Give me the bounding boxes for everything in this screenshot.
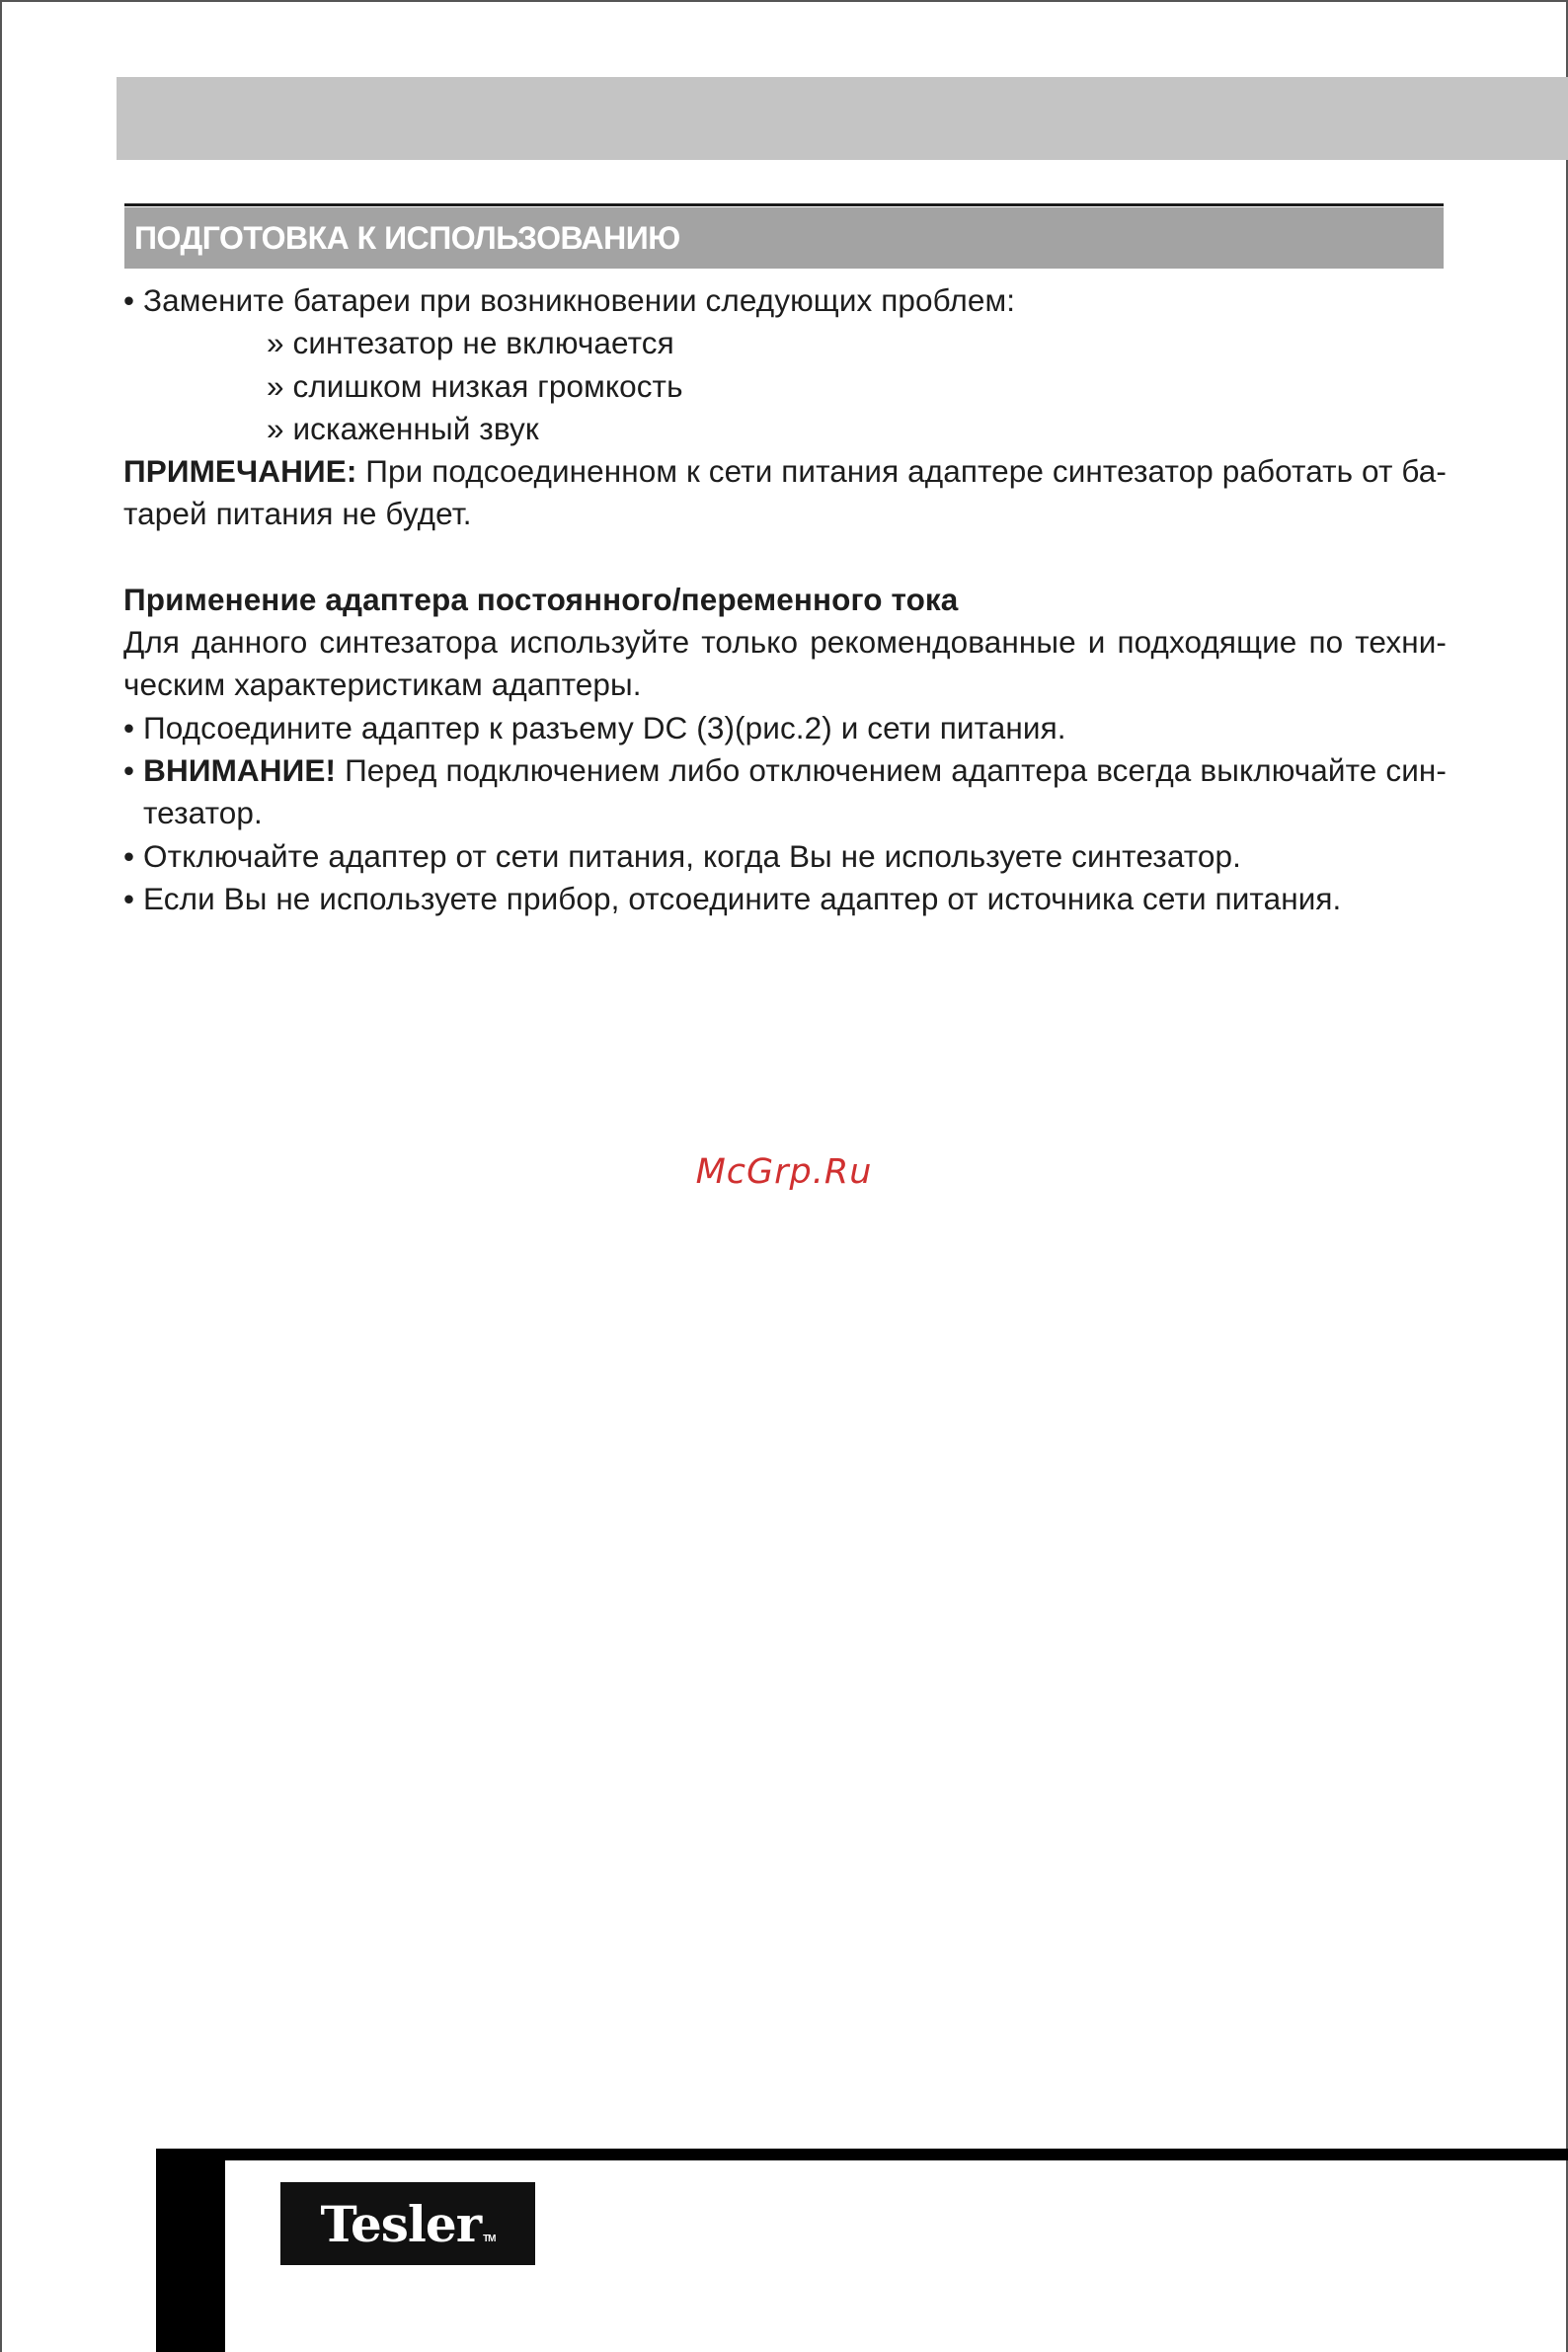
page-content	[123, 279, 1447, 920]
trademark-mark: TM	[483, 2233, 496, 2244]
section-rule	[124, 203, 1444, 206]
adapter-paragraph-continued: ческим характеристикам адаптеры.	[123, 666, 642, 703]
note-label: ПРИМЕЧАНИЕ:	[123, 453, 357, 490]
battery-note	[123, 450, 1447, 493]
adapter-paragraph: Для данного синтезатора используйте только рекомендованные и подходящие по техни-	[123, 624, 1447, 661]
adapter-warning-continued: тезатор.	[143, 795, 263, 831]
footer-rule	[156, 2149, 1568, 2160]
battery-note-continued: тарей питания не будет.	[123, 496, 472, 532]
battery-problem-item: » искаженный звук	[267, 410, 539, 446]
tesler-logo	[280, 2182, 535, 2265]
footer-block	[156, 2149, 225, 2352]
adapter-warning	[123, 749, 1447, 792]
watermark: McGrp.Ru	[695, 1152, 873, 1192]
warning-bullet: •	[123, 751, 144, 788]
battery-intro: • Замените батареи при возникновении следующих проблем:	[123, 282, 1016, 318]
section-header	[124, 207, 1444, 269]
note-text: При подсоединенном к сети питания адаптере синтезатор работать от ба-	[356, 453, 1447, 490]
adapter-bullet-connect: • Подсоедините адаптер к разъему DC (3)(рис.2) и сети питания.	[123, 709, 1066, 745]
adapter-heading-text: Применение адаптера постоянного/переменного тока	[123, 581, 959, 617]
adapter-heading	[123, 579, 1447, 621]
battery-problem-item: » синтезатор не включается	[267, 325, 674, 361]
warning-text: Перед подключением либо отключением адаптера всегда выключайте син-	[336, 751, 1447, 788]
header-band	[117, 77, 1568, 160]
battery-problem-item: » слишком низкая громкость	[267, 367, 683, 404]
warning-label: ВНИМАНИЕ!	[143, 751, 337, 788]
adapter-bullet-disconnect: • Отключайте адаптер от сети питания, когда Вы не используете синтезатор.	[123, 837, 1242, 874]
logo-wordmark: Tesler	[320, 2194, 482, 2253]
section-title: ПОДГОТОВКА К ИСПОЛЬЗОВАНИЮ	[134, 219, 680, 256]
adapter-bullet-unused: • Если Вы не используете прибор, отсоедините адаптер от источника сети питания.	[123, 880, 1342, 916]
logo-text	[320, 2195, 495, 2253]
page-border-top	[0, 0, 1568, 2]
